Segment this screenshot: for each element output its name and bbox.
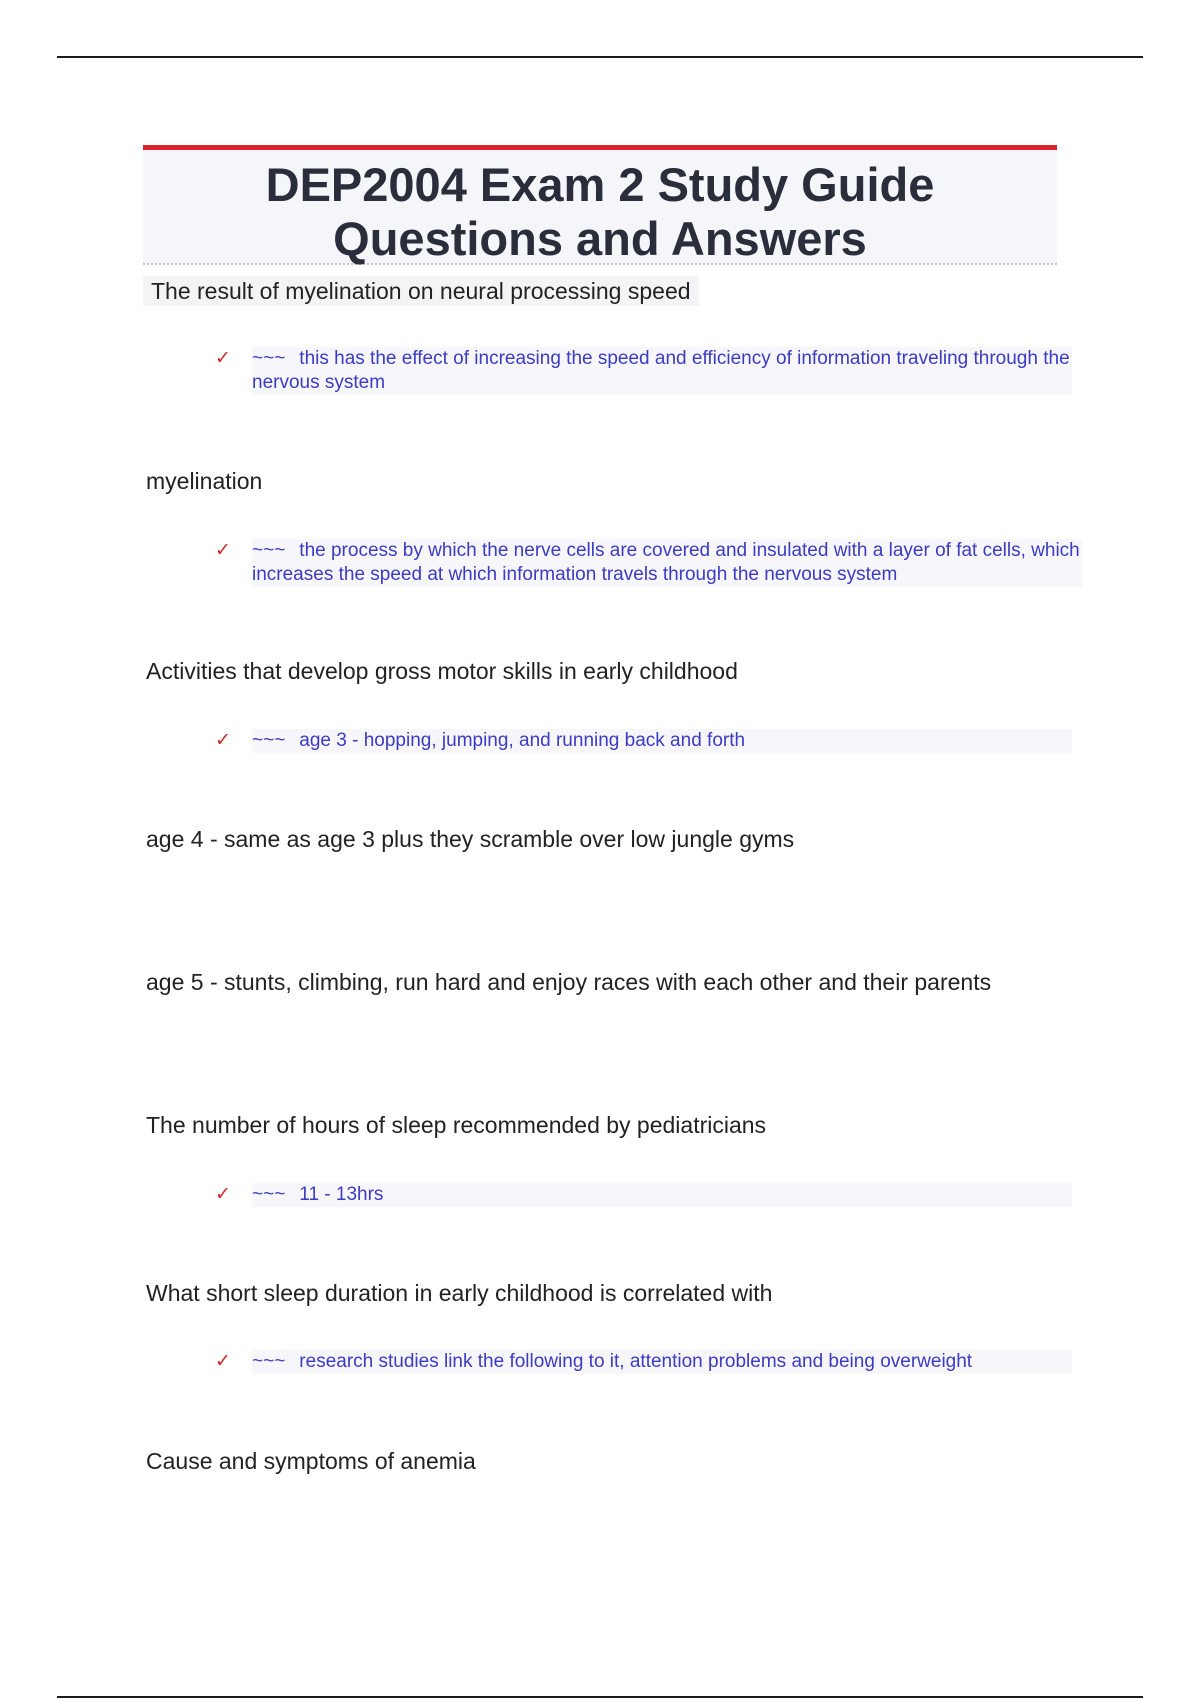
checkmark-icon: ✓ <box>215 348 231 369</box>
answer-text-block <box>252 347 1072 395</box>
answer-text-block <box>252 1183 1072 1207</box>
page-top-rule <box>57 56 1143 58</box>
checkmark-icon: ✓ <box>215 1351 231 1372</box>
answer-text: age 3 - hopping, jumping, and running back and forth <box>299 730 746 751</box>
question-text: What short sleep duration in early childhood is correlated with <box>146 1280 773 1306</box>
document-title <box>143 150 1057 266</box>
question-text: Activities that develop gross motor skills in early childhood <box>146 658 738 684</box>
question-text: The result of myelination on neural processing speed <box>143 276 699 306</box>
checkmark-icon: ✓ <box>215 540 231 561</box>
question-text: The number of hours of sleep recommended by pediatricians <box>146 1112 767 1138</box>
answer-text-block <box>252 729 1072 753</box>
title-line-1: DEP2004 Exam 2 Study Guide <box>265 158 935 211</box>
answer-prefix: ~~~ <box>252 540 286 561</box>
answer-text: this has the effect of increasing the speed and efficiency of information traveling through the nervous system <box>252 348 1070 393</box>
question-text: myelination <box>146 468 263 494</box>
question-text: age 4 - same as age 3 plus they scramble over low jungle gyms <box>146 826 795 852</box>
question-text: Cause and symptoms of anemia <box>146 1448 476 1474</box>
checkmark-icon: ✓ <box>215 730 231 751</box>
checkmark-icon: ✓ <box>215 1184 231 1205</box>
answer-text: research studies link the following to it, attention problems and being overweight <box>299 1351 973 1372</box>
page-bottom-rule <box>57 1696 1143 1698</box>
answer-text: the process by which the nerve cells are covered and insulated with a layer of fat cells, which increases the speed at which information travels through the nervous system <box>252 540 1080 585</box>
question-text: age 5 - stunts, climbing, run hard and enjoy races with each other and their parents <box>146 969 992 995</box>
answer-prefix: ~~~ <box>252 730 286 751</box>
answer-prefix: ~~~ <box>252 348 286 369</box>
answer-prefix: ~~~ <box>252 1184 286 1205</box>
answer-text-block <box>252 539 1082 587</box>
answer-prefix: ~~~ <box>252 1351 286 1372</box>
answer-text: 11 - 13hrs <box>299 1184 384 1205</box>
title-line-2: Questions and Answers <box>333 212 867 265</box>
document-title-block <box>143 145 1057 265</box>
answer-text-block <box>252 1350 1072 1374</box>
